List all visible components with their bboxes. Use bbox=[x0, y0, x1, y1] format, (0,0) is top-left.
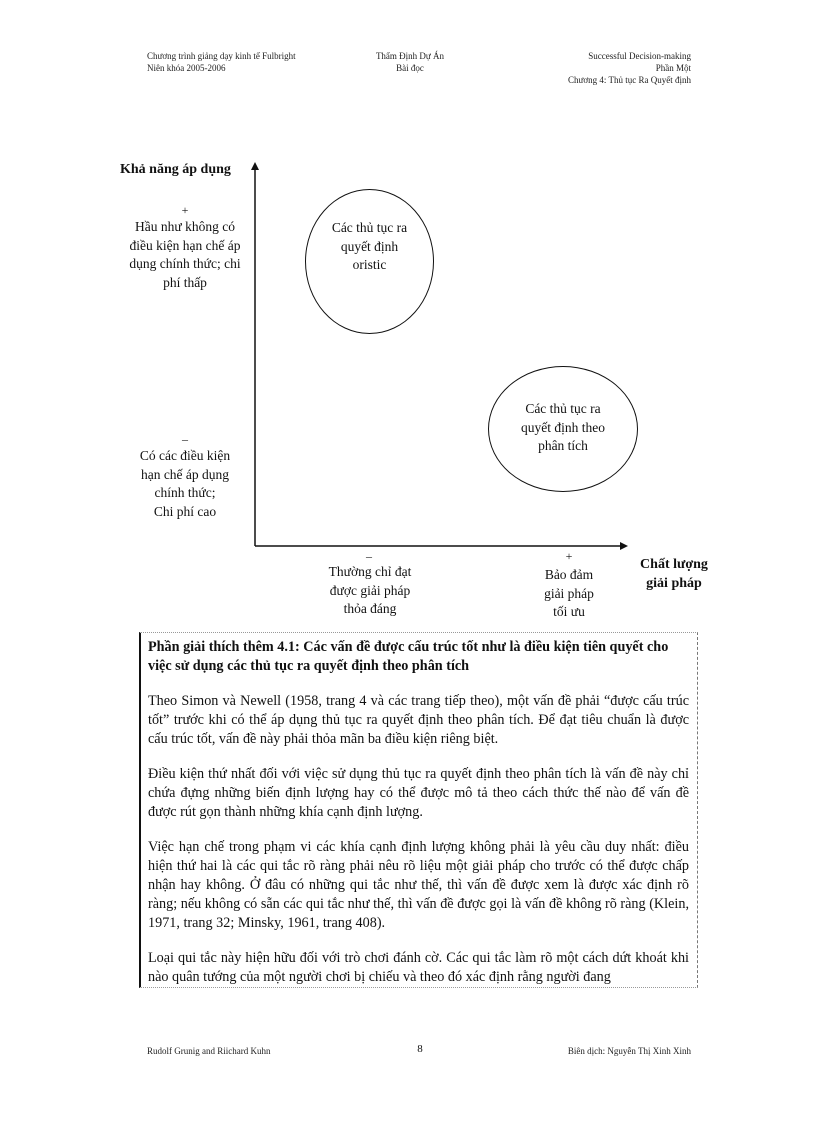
header-program: Chương trình giảng dạy kinh tế Fulbright bbox=[147, 51, 296, 61]
x-axis-plus-sign: + bbox=[565, 549, 573, 563]
y-axis-plus-sign: + bbox=[181, 203, 189, 217]
y-axis-high-label: Hầu như không có điều kiện hạn chế áp dụng chính thức; chi phí thấp bbox=[129, 219, 241, 290]
footer-authors: Rudolf Grunig and Riichard Kuhn bbox=[147, 1046, 271, 1056]
x-axis-high-label: Bảo đảm giải pháp tối ưu bbox=[544, 567, 594, 619]
footer-translator: Biên dịch: Nguyễn Thị Xinh Xinh bbox=[567, 1046, 691, 1056]
y-axis-minus-sign: – bbox=[182, 432, 188, 446]
x-axis-minus-sign: – bbox=[366, 549, 372, 563]
explanation-box bbox=[139, 632, 698, 988]
explanation-box-title: Phần giải thích thêm 4.1: Các vấn đề được cấu trúc tốt như là điều kiện tiên quyết cho việc sử dụng các thủ tục ra quyết định theo phân tích bbox=[148, 639, 669, 674]
y-axis-low-label: Có các điều kiện hạn chế áp dụng chính thức; Chi phí cao bbox=[139, 448, 231, 519]
explanation-paragraph: Việc hạn chế trong phạm vi các khía cạnh định lượng không phải là yêu cầu duy nhất: điều hiện thứ hai là các qui tắc rõ ràng phải nêu rõ liệu một giải pháp cho trước có thể được chấp nhận hay không. Ở đâu có những qui tắc như thế, thì vấn đề được xem là được xác định rõ ràng; nếu không có sẵn các qui tắc như thế, thì vấn đề được gọi là vấn đề không rõ ràng (Klein, 1971, trang 32; Minsky, 1961, trang 408). bbox=[148, 839, 689, 931]
header-academic-year: Niên khóa 2005-2006 bbox=[147, 63, 226, 73]
header-chapter: Chương 4: Thủ tục Ra Quyết định bbox=[568, 75, 691, 85]
header-book-title: Successful Decision-making bbox=[588, 51, 691, 61]
header-part: Phần Một bbox=[655, 63, 691, 73]
explanation-paragraph: Theo Simon và Newell (1958, trang 4 và các trang tiếp theo), một vấn đề phải “được cấu trúc tốt” trước khi có thể áp dụng thủ tục ra quyết định theo phân tích. Để đạt tiêu chuẩn là được cấu trúc tốt, vấn đề này phải thỏa mãn ba điều kiện riêng biệt. bbox=[148, 693, 689, 747]
x-axis-low-label: Thường chỉ đạt được giải pháp thỏa đáng bbox=[328, 564, 412, 616]
explanation-paragraph: Điều kiện thứ nhất đối với việc sử dụng thủ tục ra quyết định theo phân tích là vấn đề này chỉ chứa đựng những biến định lượng hay có thể được mô tả theo cách thức thế nào để vấn đề được rút gọn thành những khía cạnh định lượng. bbox=[148, 766, 689, 820]
header-reading: Bài đọc bbox=[396, 63, 424, 73]
analytic-procedures-label: Các thủ tục ra quyết định theo phân tích bbox=[521, 401, 605, 453]
page-number: 8 bbox=[417, 1043, 423, 1055]
y-axis-title: Khả năng áp dụng bbox=[120, 162, 231, 177]
heuristic-procedures-circle bbox=[305, 189, 434, 334]
header-course: Thẩm Định Dự Án bbox=[375, 51, 445, 61]
heuristic-procedures-label: Các thủ tục ra quyết định oristic bbox=[331, 220, 408, 272]
analytic-procedures-circle bbox=[488, 366, 638, 492]
x-axis-title: Chất lượng giải pháp bbox=[640, 557, 708, 591]
explanation-paragraph: Loại qui tắc này hiện hữu đối với trò chơi đánh cờ. Các qui tắc làm rõ một cách dứt khoát khi nào quân tướng của một người chơi bị chiếu và theo đó xác định rằng người đang bbox=[148, 950, 689, 985]
